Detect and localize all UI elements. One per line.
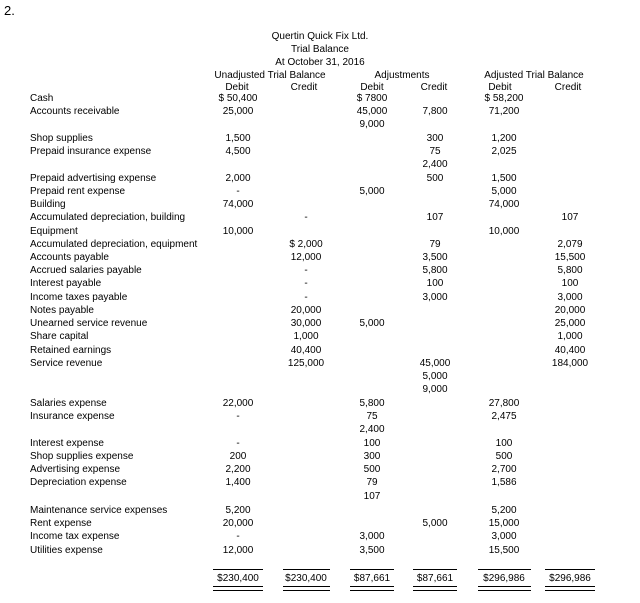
account-name: Rent expense xyxy=(30,518,92,529)
total-unadjusted-debit: $230,400 xyxy=(217,573,259,584)
amount-cell-jc: 5,800 xyxy=(557,265,583,276)
amount-cell-jd: 1,500 xyxy=(491,173,517,184)
totals-double-underline-ad xyxy=(350,586,394,591)
adjustments-debit-header: Debit xyxy=(360,82,384,93)
account-name: Accrued salaries payable xyxy=(30,265,142,276)
account-name: Accumulated depreciation, equipment xyxy=(30,239,198,250)
totals-double-underline-jc xyxy=(545,586,595,591)
amount-cell-jd: 500 xyxy=(495,451,513,462)
amount-cell-jd: $ 58,200 xyxy=(484,93,524,104)
amount-cell-uc: 125,000 xyxy=(287,358,325,369)
amount-cell-uc: $ 2,000 xyxy=(289,239,323,250)
account-name: Shop supplies xyxy=(30,133,93,144)
amount-cell-ad: 500 xyxy=(363,464,381,475)
amount-cell-ud: - xyxy=(236,531,240,542)
problem-number: 2. xyxy=(4,3,15,18)
account-name: Utilities expense xyxy=(30,545,103,556)
amount-cell-ad: 9,000 xyxy=(359,119,385,130)
amount-cell-ud: $ 50,400 xyxy=(218,93,258,104)
account-name: Income taxes payable xyxy=(30,292,128,303)
amount-cell-ud: 74,000 xyxy=(222,199,254,210)
amount-cell-ac: 500 xyxy=(426,173,444,184)
amount-cell-jd: 74,000 xyxy=(488,199,520,210)
amount-cell-ad: $ 7800 xyxy=(356,93,388,104)
amount-cell-jc: 2,079 xyxy=(557,239,583,250)
amount-cell-ud: 4,500 xyxy=(225,146,251,157)
amount-cell-ac: 3,500 xyxy=(422,252,448,263)
company-name: Quertin Quick Fix Ltd. xyxy=(271,31,369,42)
amount-cell-jc: 15,500 xyxy=(554,252,586,263)
account-name: Interest expense xyxy=(30,438,104,449)
amount-cell-ac: 100 xyxy=(426,278,444,289)
adjusted-header: Adjusted Trial Balance xyxy=(484,70,584,81)
total-adjusted-credit: $296,986 xyxy=(549,573,591,584)
amount-cell-jd: 1,586 xyxy=(491,477,517,488)
total-adjusted-debit: $296,986 xyxy=(483,573,525,584)
adjusted-debit-header: Debit xyxy=(488,82,512,93)
amount-cell-jd: 2,700 xyxy=(491,464,517,475)
amount-cell-jd: 1,200 xyxy=(491,133,517,144)
totals-underline-jd xyxy=(478,569,531,570)
totals-underline-uc xyxy=(283,569,330,570)
amount-cell-jd: 15,000 xyxy=(488,518,520,529)
amount-cell-ud: 10,000 xyxy=(222,226,254,237)
unadjusted-debit-header: Debit xyxy=(225,82,249,93)
account-name: Advertising expense xyxy=(30,464,121,475)
amount-cell-jc: 184,000 xyxy=(551,358,589,369)
amount-cell-jd: 71,200 xyxy=(488,106,520,117)
amount-cell-ad: 2,400 xyxy=(359,424,385,435)
amount-cell-jc: 100 xyxy=(561,278,579,289)
amount-cell-ad: 300 xyxy=(363,451,381,462)
amount-cell-ad: 75 xyxy=(366,411,378,422)
amount-cell-ad: 3,500 xyxy=(359,545,385,556)
statement-title: Trial Balance xyxy=(291,44,349,55)
amount-cell-ac: 79 xyxy=(429,239,441,250)
total-adjustments-credit: $87,661 xyxy=(416,573,454,584)
unadjusted-header: Unadjusted Trial Balance xyxy=(214,70,326,81)
amount-cell-jd: 3,000 xyxy=(491,531,517,542)
account-name: Retained earnings xyxy=(30,345,112,356)
amount-cell-uc: 30,000 xyxy=(290,318,322,329)
amount-cell-jc: 20,000 xyxy=(554,305,586,316)
amount-cell-ad: 107 xyxy=(363,491,381,502)
adjusted-credit-header: Credit xyxy=(554,82,582,93)
amount-cell-jc: 40,400 xyxy=(554,345,586,356)
total-adjustments-debit: $87,661 xyxy=(353,573,391,584)
account-name: Share capital xyxy=(30,331,89,342)
amount-cell-uc: - xyxy=(304,278,308,289)
amount-cell-uc: - xyxy=(304,292,308,303)
amount-cell-uc: 20,000 xyxy=(290,305,322,316)
account-name: Unearned service revenue xyxy=(30,318,148,329)
unadjusted-credit-header: Credit xyxy=(290,82,318,93)
account-name: Notes payable xyxy=(30,305,94,316)
amount-cell-ad: 79 xyxy=(366,477,378,488)
amount-cell-ad: 5,000 xyxy=(359,318,385,329)
account-name: Building xyxy=(30,199,66,210)
amount-cell-ud: 2,000 xyxy=(225,173,251,184)
amount-cell-ud: 1,400 xyxy=(225,477,251,488)
account-name: Depreciation expense xyxy=(30,477,127,488)
amount-cell-ad: 5,800 xyxy=(359,398,385,409)
total-unadjusted-credit: $230,400 xyxy=(285,573,327,584)
account-name: Maintenance service expenses xyxy=(30,505,168,516)
amount-cell-ud: 20,000 xyxy=(222,518,254,529)
account-name: Prepaid advertising expense xyxy=(30,173,157,184)
amount-cell-ud: 25,000 xyxy=(222,106,254,117)
amount-cell-ud: 2,200 xyxy=(225,464,251,475)
amount-cell-jc: 25,000 xyxy=(554,318,586,329)
account-name: Service revenue xyxy=(30,358,103,369)
amount-cell-uc: - xyxy=(304,212,308,223)
amount-cell-ad: 45,000 xyxy=(356,106,388,117)
account-name: Prepaid insurance expense xyxy=(30,146,152,157)
account-name: Insurance expense xyxy=(30,411,115,422)
amount-cell-ud: 5,200 xyxy=(225,505,251,516)
account-name: Income tax expense xyxy=(30,531,120,542)
totals-underline-ud xyxy=(213,569,263,570)
amount-cell-ac: 5,000 xyxy=(422,518,448,529)
amount-cell-uc: - xyxy=(304,265,308,276)
amount-cell-uc: 40,400 xyxy=(290,345,322,356)
amount-cell-ac: 9,000 xyxy=(422,384,448,395)
amount-cell-ac: 5,800 xyxy=(422,265,448,276)
account-name: Cash xyxy=(30,93,54,104)
account-name: Prepaid rent expense xyxy=(30,186,126,197)
amount-cell-jc: 107 xyxy=(561,212,579,223)
amount-cell-jd: 2,025 xyxy=(491,146,517,157)
amount-cell-jd: 27,800 xyxy=(488,398,520,409)
amount-cell-ac: 75 xyxy=(429,146,441,157)
amount-cell-jd: 5,200 xyxy=(491,505,517,516)
amount-cell-jc: 3,000 xyxy=(557,292,583,303)
adjustments-credit-header: Credit xyxy=(420,82,448,93)
account-name: Accounts payable xyxy=(30,252,109,263)
amount-cell-ac: 5,000 xyxy=(422,371,448,382)
amount-cell-jd: 2,475 xyxy=(491,411,517,422)
totals-underline-jc xyxy=(545,569,595,570)
totals-double-underline-uc xyxy=(283,586,330,591)
amount-cell-ud: 22,000 xyxy=(222,398,254,409)
amount-cell-ad: 100 xyxy=(363,438,381,449)
amount-cell-ac: 45,000 xyxy=(419,358,451,369)
totals-underline-ac xyxy=(413,569,457,570)
amount-cell-uc: 12,000 xyxy=(290,252,322,263)
amount-cell-ud: 12,000 xyxy=(222,545,254,556)
amount-cell-ac: 107 xyxy=(426,212,444,223)
totals-double-underline-ac xyxy=(413,586,457,591)
adjustments-header: Adjustments xyxy=(374,70,430,81)
account-name: Accumulated depreciation, building xyxy=(30,212,186,223)
amount-cell-jd: 100 xyxy=(495,438,513,449)
amount-cell-ad: 3,000 xyxy=(359,531,385,542)
amount-cell-jd: 10,000 xyxy=(488,226,520,237)
totals-double-underline-ud xyxy=(213,586,263,591)
amount-cell-uc: 1,000 xyxy=(293,331,319,342)
amount-cell-jc: 1,000 xyxy=(557,331,583,342)
amount-cell-jd: 5,000 xyxy=(491,186,517,197)
amount-cell-ud: 1,500 xyxy=(225,133,251,144)
amount-cell-ad: 5,000 xyxy=(359,186,385,197)
amount-cell-ud: - xyxy=(236,186,240,197)
amount-cell-ac: 300 xyxy=(426,133,444,144)
totals-underline-ad xyxy=(350,569,394,570)
amount-cell-jd: 15,500 xyxy=(488,545,520,556)
amount-cell-ac: 3,000 xyxy=(422,292,448,303)
amount-cell-ac: 7,800 xyxy=(422,106,448,117)
account-name: Salaries expense xyxy=(30,398,107,409)
amount-cell-ud: - xyxy=(236,411,240,422)
account-name: Accounts receivable xyxy=(30,106,120,117)
amount-cell-ud: 200 xyxy=(229,451,247,462)
totals-double-underline-jd xyxy=(478,586,531,591)
amount-cell-ud: - xyxy=(236,438,240,449)
statement-date: At October 31, 2016 xyxy=(275,57,365,68)
account-name: Equipment xyxy=(30,226,78,237)
account-name: Shop supplies expense xyxy=(30,451,134,462)
account-name: Interest payable xyxy=(30,278,102,289)
amount-cell-ac: 2,400 xyxy=(422,159,448,170)
